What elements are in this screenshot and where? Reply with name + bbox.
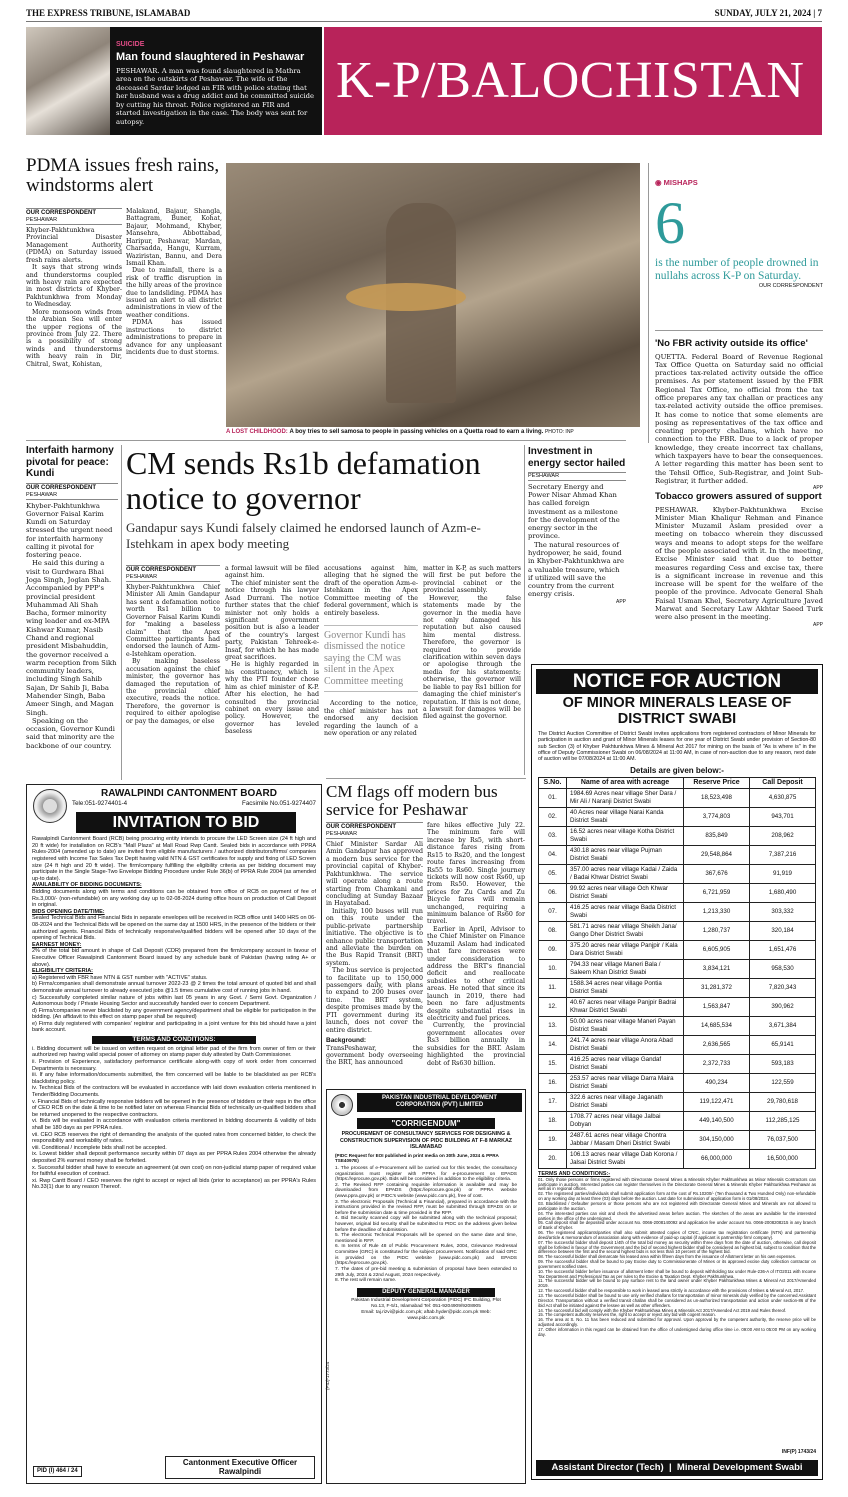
auction-term: 12. The successful bidder shall be responsible to work in leased area strictly in accordance with the provisions of Mines & Mineral Act, 2017.	[538, 1288, 805, 1294]
row-reserve: 2,636,565	[684, 1036, 750, 1055]
rcb-elig-e: e) Firms duly registered with companies' registrar and participating in a joint venture for this bid should have a joint bank account.	[32, 1020, 316, 1034]
rcb-p3: 2% of the total bid amount in shape of Call Deposit (CDR) prepared from the firm/company account in favour of Executive Officer Rawalpindi Cantonment Board issued by any schedule bank of Pakistan (having rating A+ or above).	[32, 948, 316, 968]
pidc-item-4: 4. Bid Security scanned copy will be submitted along with the technical proposal; however, original bid security shall be submitted to PIDC on the address given below before the deadline of submission.	[335, 1216, 517, 1233]
suicide-body: PESHAWAR. A man was found slaughtered in Mathra area on the outskirts of Peshawar. The wife of the deceased Sardar lodged an FIR with police stating that her husband was a drug addict and he committed suicide by cutting his throat. Police registered an FIR and started investigation in the case. The body was sent for autopsy.	[116, 66, 315, 126]
auction-term: 17. Other information in this regard can be obtained from the office of undersigned during office time i.e. 09:00 AM to 05:00 PM on any working day.	[538, 1326, 816, 1337]
auction-term: 11. The successful bidder will be bound to pay surface rent to the land owner under Khyber Pakhtunkhwa Mines & Mineral Act 2017/Amended 2019.	[538, 1278, 816, 1289]
suicide-kicker: SUICIDE	[116, 41, 145, 48]
brt-rule	[326, 778, 526, 779]
cm-col4	[423, 565, 521, 721]
col-reserve: Reserve Price	[684, 777, 750, 789]
row-area: 1984.69 Acres near village Sher Dara / Mir Ali / Naranji District Swabi	[567, 789, 684, 808]
masthead-bar	[26, 8, 822, 22]
row-reserve: 3,834,121	[684, 960, 750, 979]
rcb-p1: Bidding documents along with terms and conditions can be obtained from office of RCB on payment of fee of Rs.3,000/- (non-refundable) on any working day up to 02-08-2024 during office hours on production of Call Deposit in original.	[32, 889, 316, 909]
row-sno: 17.	[539, 1093, 567, 1112]
row-sno: 06.	[539, 884, 567, 903]
interfaith-dateline: PESHAWAR	[26, 492, 118, 500]
row-area: 253.57 acres near village Darra Maira District Swabi	[567, 1074, 684, 1093]
pdma-dateline: PESHAWAR	[26, 217, 122, 225]
fbr-body: QUETTA. Federal Board of Revenue Regional Tax Office Quetta on Saturday said no official practices tax-related activity outside the office premises. As per statement issued by the FBR Regional Tax Office, no official from the tax office prepares any tax challan or practices any tax-related activity outside the office premises. It has come to notice that some elements are posing as representatives of the tax office and creating property challans, which have no connection to the FBR. Due to a lack of proper knowledge, they create incorrect tax challans, which taxpayers have to bear the consequences. A letter regarding this matter has been sent to the Tehsil Office, Sub-Registrar, and Joint Sub-Registrar, it further added.	[655, 352, 823, 485]
cm-text3: a formal lawsuit will be filed against him.	[225, 565, 319, 580]
cm-text6: accusations against him, alleging that he signed the draft of the operation Azm-e-Istehkam in the Apex Committee meeting of the federal government, which is entirely baseless.	[324, 565, 418, 617]
auction-row	[539, 789, 816, 808]
cm-byline: OUR CORRESPONDENT	[126, 565, 220, 574]
row-deposit: 16,500,000	[750, 1150, 816, 1169]
pidc-corrigendum: "CORRIGENDUM"	[357, 1118, 495, 1130]
interfaith-headline: Interfaith harmony pivotal for peace: Kundi	[26, 445, 114, 479]
mishaps-byline: OUR CORRESPONDENT	[758, 282, 823, 289]
row-area: 16.52 acres near village Kotha District Swabi	[567, 827, 684, 846]
row-reserve: 14,685,534	[684, 1017, 750, 1036]
pidc-item-6: 6. In terms of Rule 48 of Public Procurement Rules, 2004, Grievance Redressal Committee (GRC) is constituted for the subject procurement. Notification of said GRC is provided on the PIDC website (www.pidc.com.pk) and EPADS (https://eprocure.gov.pk).	[335, 1244, 517, 1267]
pdma-text3: More monsoon winds from the Arabian Sea will enter the upper regions of the province from July 22. There is a possibility of strong winds and thunderstorms with heavy rain in Dir, Chitral, Swat, Kohistan,	[26, 308, 122, 368]
rcb-org: RAWALPINDI CANTONMENT BOARD	[101, 788, 277, 799]
rcb-title: INVITATION TO BID	[76, 812, 296, 834]
row-deposit: 1,680,490	[750, 884, 816, 903]
auction-table	[538, 777, 816, 1170]
row-sno: 20.	[539, 1150, 567, 1169]
rcb-tc-11: xi. Rwp Cantt Board / CEO reserves the right to accept or reject all bids (prior to acceptance) as per PPRA's Rules No.33(1) due to any reason Thereof.	[32, 1177, 316, 1191]
auction-intro: The District Auction Committee of District Swabi invites applications from registered contractors of Minor Minerals for participation in auction and grant of Minor Minerals leases for one year of District Swabi under provision of Section-80 sub Section (3) of Khyber Pakhtunkhwa Mines & Mineral Act 2017 for mining on the basis of "As is where is" in the office of Deputy Commissioner Swabi on 06/08/2024 at 11:00 AM, in case of non-auction due to any reason, next date of auction will be 07/08/2024 at 11:00 AM.	[538, 731, 816, 763]
row-area: 322.6 acres near village Jaganath District Swabi	[567, 1093, 684, 1112]
row-reserve: 1,563,847	[684, 998, 750, 1017]
row-sno: 02.	[539, 808, 567, 827]
rcb-tc-2: ii. Provision of Experience, satisfactory performance certificate along-with copy of work order from concerned Departments is necessary.	[32, 1059, 316, 1072]
energy-tag: APP	[615, 598, 626, 605]
samosa-boy-photo	[226, 163, 640, 427]
auction-table-wrap	[538, 777, 816, 1170]
pidc-logo	[331, 1094, 353, 1116]
row-deposit: 390,962	[750, 998, 816, 1017]
rcb-tc-head: TERMS AND CONDITIONS:	[92, 1036, 256, 1044]
pidc-pid: (PID)-1773/24	[325, 1361, 330, 1390]
brt-text3: The bus service is projected to facilitate up to 150,000 passengers daily, with plans to expand to 200 buses over time. The BRT system, despite promises made by the PTI government during its launch, does not cover the entire district.	[326, 967, 423, 1034]
col-deposit: Call Deposit	[750, 777, 816, 789]
rcb-elig-b: b) Firms/companies shall demonstrate annual turnover 2022-23 @ 2 times the total amount of quoted bid and shall demonstrate annual turnover to already executed jobs @1.5 times cumulative cost of running jobs in hand.	[32, 981, 316, 994]
pidc-signatory: DEPUTY GENERAL MANAGER	[357, 1288, 495, 1297]
cm-col1	[126, 565, 220, 725]
row-area: 99.92 acres near village Och Khwar District Swabi	[567, 884, 684, 903]
pdma-headline: PDMA issues fresh rains, windstorms alert	[26, 155, 220, 196]
energy-body1: Secretary Energy and Power Nisar Ahmad Khan has called foreign investment as a milestone for the development of the energy sector in the province.	[528, 482, 620, 541]
row-sno: 18.	[539, 1112, 567, 1131]
row-area: 357.00 acres near village Kadai / Zaida / Badai Khwar District Swabi	[567, 865, 684, 884]
brt-text5: Earlier in April, Advisor to the Chief Minister on Finance Muzamil Aslam had indicated that fare increases were under consideration to address the BRT's financial deficit and reallocate subsidies to other critical areas. He noted that since its launch in 2019, there had been no fare adjustments despite substantial rises in electricity and fuel prices.	[427, 925, 525, 1022]
rcb-h2: BIDS OPENING DATE/TIME:	[32, 908, 105, 915]
mishaps-box	[655, 178, 823, 289]
auction-row	[539, 1036, 816, 1055]
row-area: 40 Acres near village Narai Kanda District Swabi	[567, 808, 684, 827]
auction-row	[539, 865, 816, 884]
row-deposit: 4,630,875	[750, 789, 816, 808]
row-reserve: 6,605,905	[684, 941, 750, 960]
auction-tc-head: TERMS AND CONDITIONS:-	[538, 1171, 611, 1178]
auction-term: 01. Only those persons or firms registered with Directorate General Mines & Minerals Khyber Pakhtunkhwa as Minor Minerals Contractors can participate in auction. Interested parties can register themselves in the Directorate General Mines & Minerals Khyber Pakhtunkhwa Peshawar as well as in regional offices.	[538, 1176, 816, 1192]
auction-ad	[531, 664, 823, 1480]
auction-row	[539, 903, 816, 922]
brt-text6: Currently, the provincial government allocates over Rs3 billion annually in subsidies for the BRT. Aslam highlighted the provincial debt of Rs630 billion.	[427, 1022, 525, 1067]
rcb-logo	[33, 789, 67, 823]
row-area: 416.25 acres near village Bada District Swabi	[567, 903, 684, 922]
row-area: 375.20 acres near village Panjpir / Kala Dara District Swabi	[567, 941, 684, 960]
rcb-p2: Sealed Technical Bids and Financial Bids in separate envelopes will be received in RCB office until 1400 HRS on 06-08-2024 and the Technical Bids will be opened on the same day at 1500 HRS, in the presence of the bidders or their authorized agents. Financial Bids of technically responsive/qualified bidders will be opened after 10 days of the opening of Technical Bids.	[32, 915, 316, 942]
row-area: 2487.61 acres near village Chontra Jabbar / Masam Dheri District Swabi	[567, 1131, 684, 1150]
suicide-box	[110, 27, 322, 135]
right-column-rule	[648, 163, 649, 443]
rcb-tc-5: v. Financial Bids of technically responsive bidders will be opened in the presence of bidders or their reps in the office of CEO RCB on the date & time to be notified later on whereas Financial Bids of technically un-qualified bidders shall be returned unopened to the respective contractors.	[32, 1098, 317, 1118]
auction-table-header	[539, 777, 816, 789]
caption-lead: A LOST CHILDHOOD:	[226, 429, 288, 435]
rcb-body	[32, 836, 316, 1191]
interfaith-side-rule	[121, 445, 122, 780]
col-area: Name of area with acreage	[567, 777, 684, 789]
row-area: 106.13 acres near village Dab Korona / Jalsai District Swabi	[567, 1150, 684, 1169]
fbr-tag: APP	[812, 485, 823, 492]
row-reserve: 490,234	[684, 1074, 750, 1093]
auction-row	[539, 846, 816, 865]
pidc-items	[335, 1166, 517, 1284]
auction-row	[539, 1112, 816, 1131]
row-deposit: 112,285,125	[750, 1112, 816, 1131]
cm-text8: matter in K-P, as such matters will first be put before the provincial cabinet or the provincial assembly.	[423, 565, 521, 595]
row-reserve: 66,000,000	[684, 1150, 750, 1169]
auction-term: 08. The successful bidder shall demarcate his leased area within fifteen days from the issuance of Allotment letter on his own expenses.	[538, 1254, 797, 1260]
tobacco-tag: APP	[812, 621, 823, 628]
auction-subtitle: OF MINOR MINERALS LEASE OF DISTRICT SWABI	[562, 695, 792, 728]
cm-pullquote: Governor Kundi has dismissed the notice saying the CM was silent in the Apex Committee meeting	[324, 625, 418, 693]
row-sno: 09.	[539, 941, 567, 960]
rcb-ad	[26, 784, 322, 1484]
rcb-h1: AVAILABILITY OF BIDDING DOCUMENTS:	[32, 882, 142, 889]
row-reserve: 18,523,498	[684, 789, 750, 808]
pdma-text4: Malakand, Bajaur, Shangla, Battagram, Buner, Kohat, Bajaur, Mohmand, Khyber, Mansehra, Abbottabad, Haripur, Peshawar, Mardan, Charsadda, Hangu, Kurram, Waziristan, Bannu, and Dera Ismail Khan.	[126, 208, 222, 267]
row-deposit: 7,820,343	[750, 979, 816, 998]
row-reserve: 1,213,330	[684, 903, 750, 922]
rcb-fax: Facsimile No.051-9274407	[242, 800, 316, 808]
brt-byline: OUR CORRESPONDENT	[326, 822, 423, 831]
auction-term: 05. Call deposit shall be deposited under account No. 0066-2008140092 and application fee under account No. 0066-2008208215 in any branch of Bank of Khyber.	[538, 1220, 816, 1231]
row-reserve: 449,140,500	[684, 1112, 750, 1131]
pdma-text2: It says that strong winds and thunderstorms coupled with heavy rain are expected in most districts of Khyber-Pakhtunkhwa from Monday to Wednesday.	[26, 264, 122, 309]
row-reserve: 31,281,372	[684, 979, 750, 998]
col-sno: S.No.	[539, 777, 567, 789]
auction-row	[539, 998, 816, 1017]
pidc-ad	[326, 1089, 526, 1484]
brt-text2: Initially, 100 buses will run on this route under the public-private partnership initiative. The objective is to enhance public transportation and alleviate the burden on the Bus Rapid Transit (BRT) system.	[326, 907, 423, 967]
brt-text4: fare hikes effective July 22. The minimum fare will increase by Rs5, with short-distance fares rising from Rs15 to Rs20, and the longest route fares increasing from Rs55 to Rs60. Single journey tickets will now cost Rs60, up from Rs50. However, the prices for Zu Cards and Zu Bicycle fares will remain unchanged, requiring a minimum balance of Rs60 for travel.	[427, 822, 525, 926]
auction-term: 06. The registered applicants/parties shall also submit attested copies of CNIC, income tax registration certificate (NTN) and partnership deed/article & memorandum of association along with evidence of paid-up capital (if applicant is partnership firm/ company).	[538, 1230, 816, 1240]
rcb-elig-d: d) Firms/companies never blacklisted by any government agency/department shall be eligible for participation in the bidding. (An affidavit to this effect on stamp paper shall be required)	[32, 1007, 316, 1021]
auction-term: 16. The area at S. No. 11 has been reduced and submitted for approval. Upon approval by the competent authority, the reserve price will be adjusted accordingly.	[538, 1317, 816, 1328]
rcb-sign-place: Rawalpindi	[218, 1467, 262, 1477]
tobacco-body: PESHAWAR. Khyber-Pakhtunkhwa Excise Minister Mian Khaliqur Rehman and Finance Minister Muzamil Aslam presided over a meeting on tobacco wherein they discussed ways and means to adopt steps for the welfare of the people associated with it. In the meeting, Excise Minister said that due to better measures regarding Cess and excise tax, there is a significant increase in revenue and this increase will be spent for the welfare of the people of the province. Advocate General Shah Faisal Usman Khel, Secretary Agriculture Javed Marwat and Secretary Law Akhtar Saeed Turk were also present in the meeting.	[655, 505, 823, 622]
rcb-elig-a: a) Registered with FBR have NTN & GST number with "ACTIVE" status.	[32, 974, 208, 981]
auction-row	[539, 1131, 816, 1150]
auction-row	[539, 1150, 816, 1169]
cm-col3	[324, 565, 418, 738]
row-deposit: 65,9141	[750, 1036, 816, 1055]
row-sno: 13.	[539, 1017, 567, 1036]
fbr-headline: 'No FBR activity outside its office'	[655, 338, 808, 349]
energy-body2: The natural resources of hydropower, he said, found in Khyber-Pakhtunkhwa are a valuable treasure, which if utilized will save the country from the current energy crisis.	[528, 540, 625, 599]
issue-date-text: SUNDAY, JULY 21, 2024	[714, 8, 812, 18]
row-deposit: 320,184	[750, 922, 816, 941]
mishaps-kicker-text: MISHAPS	[663, 178, 698, 187]
mishaps-number: 6	[655, 190, 685, 257]
row-reserve: 835,849	[684, 827, 750, 846]
row-reserve: 2,372,733	[684, 1055, 750, 1074]
mishaps-kicker: ◉ MISHAPS	[655, 178, 698, 187]
pidc-address: Pakistan Industrial Development Corporation (PIDC) IFC Building, Plot No.13, F-5/1, Islamabad Tel: 051-9204909/9208905	[351, 1298, 501, 1309]
interfaith-byline: OUR CORRESPONDENT	[26, 483, 118, 492]
interfaith-body2: He said this during a visit to Gurdwara Bhai Joga Singh, Joglan Shah. Accompanied by PPP's provincial president Muhammad Ali Shah Bacha, former minority wing leader and ex-MPA Kishwar Kumar, Nasib Chand and regional president Misbahuddin, the governor received a warm reception from Sikh community leaders, including Singh Sahib Sajan, Dr Sahib Ji, Baba Mahender Singh, Baba Ameer Singh, and Magan Singh.	[26, 559, 117, 717]
row-deposit: 7,387,216	[750, 846, 816, 865]
row-area: 430.18 acres near village Pujman District Swabi	[567, 846, 684, 865]
row-deposit: 303,332	[750, 903, 816, 922]
brt-background-head: Background:	[326, 1036, 367, 1044]
row-reserve: 29,548,864	[684, 846, 750, 865]
brt-text1: Chief Minister Sardar Ali Amin Gandapur has approved a modern bus service for the provincial capital of Khyber-Pakhtunkhwa. The service will operate along a route starting from Chamkani and concluding at Sunday Bazaar in Hayatabad.	[326, 841, 423, 908]
row-deposit: 1,651,476	[750, 941, 816, 960]
auction-terms	[538, 1178, 816, 1338]
row-deposit: 208,962	[750, 827, 816, 846]
row-sno: 04.	[539, 846, 567, 865]
photo-caption	[226, 429, 640, 436]
auction-details-label: Details are given below:-	[630, 765, 724, 775]
auction-row	[539, 884, 816, 903]
row-deposit: 593,183	[750, 1055, 816, 1074]
row-reserve: 367,676	[684, 865, 750, 884]
fbr-rule	[655, 330, 823, 331]
rcb-tc-1: i. Bidding document will be issued on written request on original letter pad of the firm from owner of firm or their authorized rep having valid special power of attorney on stamp paper duly attested by Oath Commissioner.	[32, 1045, 316, 1059]
cm-text7: According to the notice, the chief minister has not endorsed any decision regarding the launch of a new operation or any related	[324, 700, 418, 738]
suicide-headline: Man found slaughtered in Peshawar	[116, 50, 305, 63]
pidc-item-7: 7. The dates of pre-bid meeting & submission of proposal have been extended to 29th July, 2024 & 22nd August, 2024 respectively.	[335, 1266, 517, 1278]
rcb-tc-10: x. Successful bidder shall have to execute an agreement (at own cost) on non-judicial stamp paper of required value for faithful execution of contract.	[32, 1164, 316, 1178]
row-deposit: 29,780,618	[750, 1093, 816, 1112]
pidc-org: PAKISTAN INDUSTRIAL DEVELOPMENT CORPORATION (PVT) LIMITED	[357, 1093, 522, 1112]
issue-date: SUNDAY, JULY 21, 2024 | 7	[714, 8, 822, 18]
row-deposit: 122,559	[750, 1074, 816, 1093]
cm-text1: Khyber-Pakhtunkhwa Chief Minister Ali Amin Gandapur has sent a defamation notice worth Rs1 billion to Governor Faisal Karim Kundi for "making a baseless claim" that the Apex Committee participants had endorsed the launch of Azm-e-Istehkam operation.	[126, 584, 220, 658]
pidc-item-2: 2. The Revised RFP containing requisite information is available and may be downloaded from EPADS (https://eprocure.gov.pk) or PPRA website (www.ppra.gov.pk) or PIDC's website (www.pidc.com.pk), free of cost.	[335, 1182, 517, 1199]
row-reserve: 1,280,737	[684, 922, 750, 941]
row-sno: 08.	[539, 922, 567, 941]
cm-subhead: Gandapur says Kundi falsely claimed he endorsed launch of Azm-e-Istehkam in apex body meeting	[126, 520, 481, 551]
energy-story	[528, 446, 626, 605]
auction-term: 04. The interested parties can visit and check the advertised areas before auction. The sketches of the areas are available for the interested parties in the office of the undersigned.	[538, 1210, 816, 1221]
auction-row	[539, 922, 816, 941]
rcb-h4: ELIGIBILITY CRITERIA:	[32, 968, 94, 975]
auction-row	[539, 808, 816, 827]
rcb-contact	[72, 800, 316, 808]
row-sno: 11.	[539, 979, 567, 998]
auction-inf: INF(P) 1743/24	[781, 1448, 816, 1455]
energy-side-rule	[524, 445, 525, 775]
row-sno: 05.	[539, 865, 567, 884]
auction-row	[539, 960, 816, 979]
page-number: 7	[817, 8, 822, 18]
row-sno: 03.	[539, 827, 567, 846]
cm-text2: By making baseless accusation against the chief minister, the governor has damaged the reputation of the provincial chief executive, reads the notice. Therefore, the governor is required to either apologise or pay the damages, or else	[126, 658, 220, 725]
row-sno: 16.	[539, 1074, 567, 1093]
rcb-tc-3: iii. If any false information/documents submitted, the firm concerned will be liable to be blacklisted as per RCB's blacklisting policy.	[32, 1072, 316, 1085]
rcb-pid: PID (I) 464 / 24	[33, 1466, 82, 1477]
auction-row	[539, 979, 816, 998]
interfaith-rule	[26, 440, 626, 441]
row-deposit: 3,671,384	[750, 1017, 816, 1036]
row-sno: 07.	[539, 903, 567, 922]
cm-text9: However, the false statements made by the governor in the media have not only damaged his reputation but also caused him mental distress. Therefore, the governor is required to provide clarification within seven days or apologise through the media for his statements; otherwise, the governor will be liable to pay Rs1 billion for damaging the chief minister's reputation. If this is not done, a lawsuit for damages will be filed against the governor.	[423, 594, 521, 721]
pidc-item-3: 3. The electronic Proposals (Technical & Financial), prepared in accordance with the instructions provided in the revised RFP, must be submitted through EPADS on or before the submission date & time provided in the RFP.	[335, 1199, 517, 1216]
auction-term: 03. Blacklisted / Defaulter persons or those persons who are not registered with Directorate General Mines and Minerals are not allowed to participate in the auction.	[538, 1200, 816, 1211]
pidc-subject: PROCUREMENT OF CONSULTANCY SERVICES FOR DESIGNING & CONSTRUCTION SUPERVISION OF PIDC BUILDING AT F-8 MARKAZ ISLAMABAD	[339, 1131, 513, 1151]
auction-row	[539, 941, 816, 960]
section-title-block	[324, 27, 822, 135]
pdma-text1: Khyber-Pakhtunkhwa Provincial Disaster Management Authority (PDMA) on Saturday issued fresh rains alerts.	[26, 227, 122, 264]
cm-col2	[225, 565, 319, 736]
section-title: K-P/BALOCHISTAN	[336, 52, 805, 109]
auction-row	[539, 827, 816, 846]
brt-col1	[326, 822, 423, 1067]
auction-row	[539, 1074, 816, 1093]
brt-col2	[427, 822, 525, 1067]
row-deposit: 76,037,500	[750, 1131, 816, 1150]
row-area: 1708.77 acres near village Jalbai Dobyan	[567, 1112, 684, 1131]
rcb-h3: EARNEST MONEY:	[32, 941, 82, 948]
rcb-tc-6: vi. Bids will be evaluated in accordance with evaluation criteria mentioned in bidding documents & validity of bids shall be 180 days as per PPRA rules.	[32, 1118, 316, 1131]
rcb-sign-title: Cantonment Executive Officer	[182, 1457, 298, 1467]
mishaps-text: is the number of people drowned in nullahs across K-P on Saturday.	[655, 257, 819, 283]
pdma-col2	[126, 208, 222, 356]
auction-row	[539, 1055, 816, 1074]
cm-text5: He is highly regarded in his constituency, which is why the PTI founder chose him as chief minister of K-P. After his election, he had consulted the provincial cabinet on every issue and policy. However, the governor has leveled baseless	[225, 661, 319, 736]
row-sno: 10.	[539, 960, 567, 979]
pdma-col1	[26, 208, 122, 368]
auction-table-body	[539, 789, 816, 1169]
row-deposit: 943,701	[750, 808, 816, 827]
row-sno: 01.	[539, 789, 567, 808]
rcb-tc-4: iv. Technical Bids of the contractors will be evaluated in accordance with laid down evaluation criteria mentioned in Tender/Bidding Documents.	[32, 1085, 316, 1099]
auction-term: 13. The successful bidder shall be bound to use only verified challans for transportation of minor minerals duly verified by the concerned Assistant Director. Transportation without a verified transit challan shall be considered as un-authorized transportation and action under section-86 of the ibid Act shall be initiated against the lessee as well as other offenders.	[538, 1293, 816, 1308]
tobacco-headline: Tobacco growers assured of support	[655, 491, 822, 502]
tobacco-story	[655, 491, 823, 628]
row-reserve: 119,122,471	[684, 1093, 750, 1112]
suicide-photo	[26, 27, 110, 135]
energy-dateline: PESHAWAR	[528, 472, 626, 481]
paper-name: THE EXPRESS TRIBUNE, ISLAMABAD	[26, 8, 191, 18]
row-area: 40.67 acres near village Panjpir Badrai Khwar District Swabi	[567, 998, 684, 1017]
cm-headline: CM sends Rs1b defamation notice to governor	[126, 445, 481, 516]
pdma-text6: PDMA has issued instructions to district administrations to prepare in advance for any unpleasant incidents due to dust storms.	[126, 319, 222, 357]
rcb-tc-9: ix. Lowest bidder shall deposit performance security within 07 days as per PPRA Rules 2004 otherwise the already deposited 2% earnest money shall be forfeited.	[32, 1151, 316, 1164]
interfaith-story	[26, 445, 118, 750]
brt-headline: CM flags off modern bus service for Peshawar	[326, 782, 498, 820]
row-sno: 19.	[539, 1131, 567, 1150]
row-deposit: 91,919	[750, 865, 816, 884]
rcb-intro: Rawalpindi Cantonment Board (RCB) being procuring entity intends to procure the LED Screen size (24 ft high and 20 ft wide) for installation on RCB's "Mall Plaza" at Mall Road Rwp Cantt. Sealed bids in accordance with PPRA Rules-2004 (amended up to date) are invited from eligible manufacturers / authorized distributors/firms/ companies registered with Income Tax Sales Tax Deptt having valid NTN & GST certificates for supply and fixing of LED Screen size (24 ft high and 20 ft wide). The firm/company fulfilling the eligibility criteria as per bidding document may participate in the Single Stage-Two Envelope Bidding Procedure under Rule 36(b) of PPRA Rule 2004 (as amended up-to date).	[32, 836, 316, 882]
auction-term: 07. The successful bidder shall deposit 1/4th of the total bid money as security within three days from the date of auction, otherwise, call deposit shall be forfeited in favour of the Government and the bid of second highest bidder shall be considered as highest bid, subject to condition that the difference between the first and the second highest bids is not less than 10 percent of the highest bid.	[538, 1239, 816, 1255]
photo-tray	[346, 283, 466, 311]
auction-row	[539, 1093, 816, 1112]
pidc-email: Email: taj.rizvi@pidc.com.pk; aftab.hyder@pidc.com.pk Web: www.pidc.com.pk	[361, 1309, 491, 1321]
pidc-item-8: 8. The rest will remain same.	[335, 1278, 397, 1284]
rcb-elig-c: c) Successfully completed similar nature of jobs within last 05 years in any Govt. / Semi Govt. Organization / Autonomous body / Private Housing Sector and successfully handed over to concern Department.	[32, 994, 316, 1008]
row-deposit: 958,530	[750, 960, 816, 979]
rcb-tc-7: vii. CEO RCB reserves the right of demanding the analysis of the quoted rates from concerned bidder, to check the responsibility and workability of rates.	[32, 1131, 316, 1145]
pdma-text5: Due to rainfall, there is a risk of traffic disruption in the hilly areas of the province due to landsliding. PDMA has issued an alert to all district administrations in view of the weather conditions.	[126, 267, 222, 319]
row-sno: 14.	[539, 1036, 567, 1055]
auction-title: NOTICE FOR AUCTION	[536, 669, 818, 694]
auction-term: 10. The successful bidder before issuance of allotment letter shall be bound to deposit withholding tax under Rule-236-A of ITO2011 with Income Tax Department and Professional Tax as per rules to the Excise & Taxation Dept. Khyber Pakhtunkhwa.	[538, 1268, 816, 1279]
pdma-byline: OUR CORRESPONDENT	[26, 208, 122, 217]
row-sno: 12.	[539, 998, 567, 1017]
auction-term: 02. The registered parties/individuals shall submit application form at the cost of Rs.10200/- (Ten thousand & Two Hundred Only) non-refundable on any working day at least three (03) days before the auction. Last date for submission of application form is 01/08/2024.	[538, 1191, 816, 1202]
row-area: 241.74 acres near village Anora Abad District Swabi	[567, 1036, 684, 1055]
brt-background: TransPeshawar, the government body overseeing the BRT, has announced	[326, 1044, 423, 1067]
row-area: 581.71 acres near village Sheikh Jana/ Gango Dher District Swabi	[567, 922, 684, 941]
interfaith-body1: Khyber-Pakhtunkhwa Governor Faisal Karim Kundi on Saturday stressed the urgent need for interfaith harmony calling it pivotal for fostering peace.	[26, 501, 113, 560]
caption-text: A boy tries to sell samosa to people in passing vehicles on a Quetta road to earn a living.	[289, 429, 544, 435]
fbr-story	[655, 338, 823, 491]
energy-headline: Investment in energy sector hailed	[528, 446, 626, 469]
pidc-item-1: 1. The process of e-Procurement will be carried out for this tender, the consultancy organizations must register with PPRA for e-procurement on EPADS (https://eprocure.gov.pk). Bids will be considered in addition to the eligibility criteria.	[335, 1165, 517, 1183]
pidc-item-5: 5. The electronic Technical Proposals will be opened on the same date and time, mentioned in RFP.	[335, 1233, 517, 1244]
auction-row	[539, 1017, 816, 1036]
row-reserve: 304,150,000	[684, 1131, 750, 1150]
row-area: 50.00 acres near village Maneri Payan District Swabi	[567, 1017, 684, 1036]
auction-signatory: Assistant Director (Tech) | Mineral Development Swabi	[536, 1460, 818, 1476]
auction-term: 15. The competent authority reserves the, right to accept or reject any bid with cogent reason.	[538, 1312, 716, 1318]
rcb-tc-8: viii. Conditional / incomplete bids shall not be accepted.	[32, 1144, 167, 1151]
row-area: 1588.34 acres near village Pontia District Swabi	[567, 979, 684, 998]
rcb-tel: Tele:051-9274401-4	[72, 800, 128, 808]
row-area: 416.25 acres near village Gandaf District Swabi	[567, 1055, 684, 1074]
interfaith-body3: Speaking on the occasion, Governor Kundi said that minority are the backbone of our country.	[26, 716, 115, 750]
cm-text4: The chief minister sent the notice through his lawyer Asad Durrani. The notice further states that the chief minister not only holds a significant government position but is also a leader of the country's largest party, Pakistan Tehreek-e-Insaf, for which he has made great sacrifices.	[225, 579, 319, 662]
row-area: 794.33 near village Maneri Bala / Saleem Khan District Swabi	[567, 960, 684, 979]
cm-dateline: PESHAWAR	[126, 574, 220, 582]
auction-term: 09. The successful bidder shall be bound to pay Excise duty to Commissionerate of Mines or its approved excise duty collection contractor on government notified rates.	[538, 1259, 816, 1269]
row-sno: 15.	[539, 1055, 567, 1074]
pidc-ref: (PIDC Request for EOI published in print media on 30th June, 2024 & PPRA TSE4097E)	[335, 1152, 499, 1164]
row-reserve: 3,774,803	[684, 808, 750, 827]
auction-term: 14. The successful bid will comply with the Khyber Pakhtunkhwa Mines & Minerals Act 2017/Amended Act 2019 and Rules thereof.	[538, 1307, 787, 1313]
row-reserve: 6,721,959	[684, 884, 750, 903]
rcb-sign	[165, 1456, 315, 1479]
brt-dateline: PESHAWAR	[326, 831, 423, 839]
caption-credit: PHOTO: INP	[544, 429, 574, 435]
